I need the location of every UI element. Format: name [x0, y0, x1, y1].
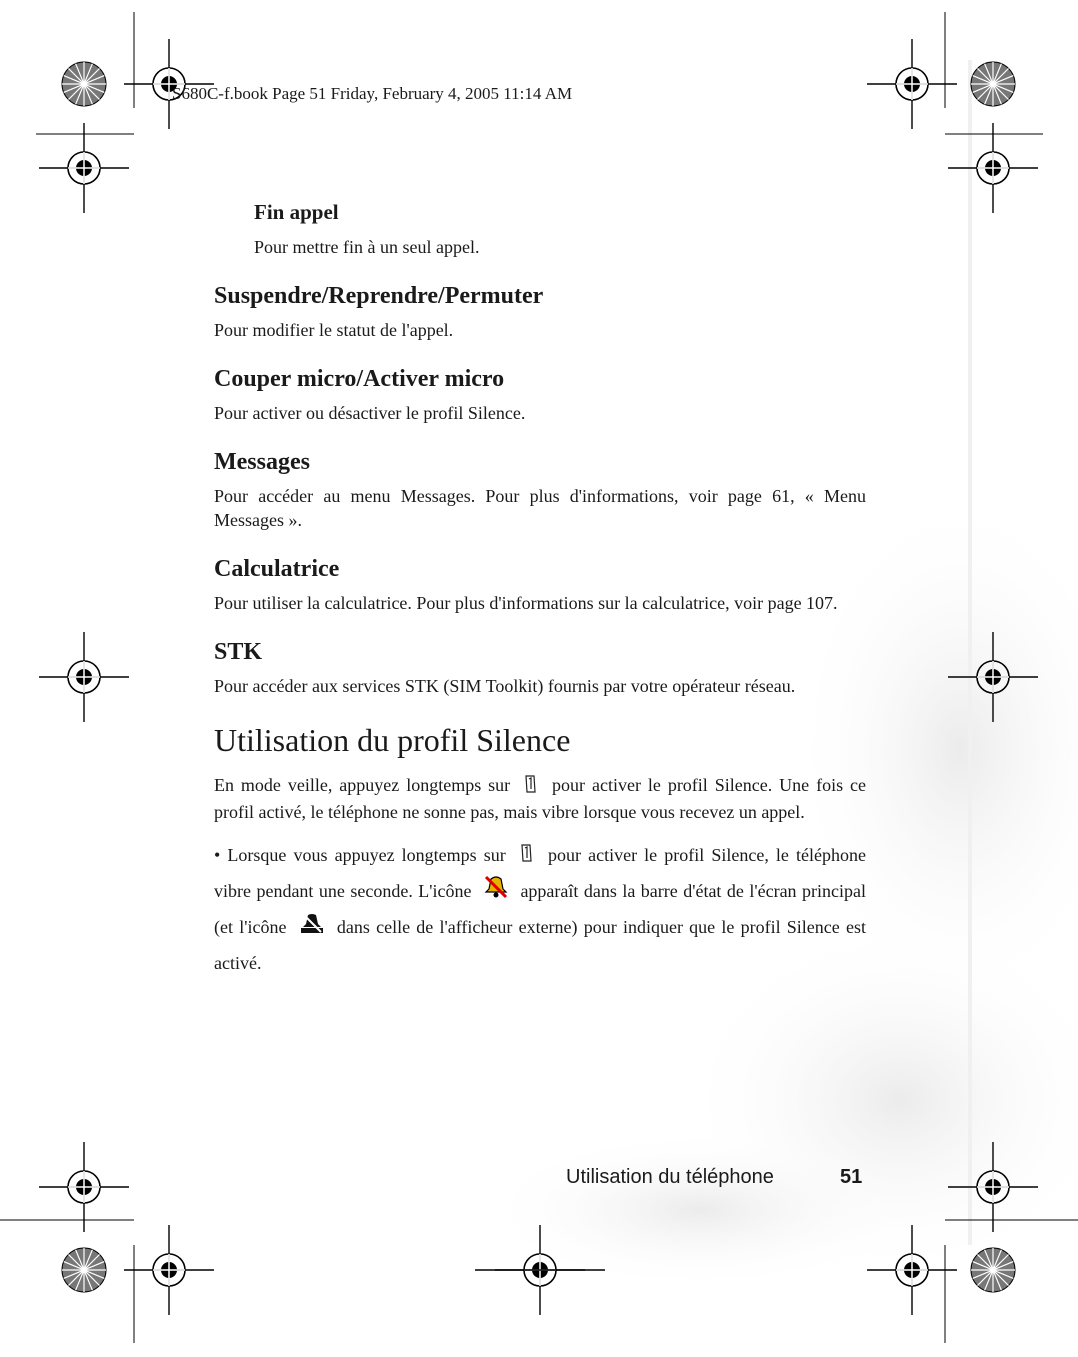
page-content: [214, 200, 866, 980]
section-body: Pour activer ou désactiver le profil Silence.: [214, 403, 526, 423]
section-profil-silence: [214, 722, 866, 980]
footer-page-number: 51: [840, 1166, 863, 1188]
key-1-icon: [523, 774, 539, 800]
bullet-part1: • Lorsque vous appuyez longtemps sur: [214, 844, 506, 865]
external-silent-icon: [299, 912, 325, 946]
section-body: Pour modifier le statut de l'appel.: [214, 320, 454, 340]
silent-bell-icon: [483, 875, 509, 910]
section-title: Couper micro/Activer micro: [214, 366, 505, 392]
section-stk: [214, 639, 866, 698]
subsection-fin-appel: [254, 200, 866, 259]
footer-chapter: Utilisation du téléphone: [566, 1166, 774, 1188]
main-section-title: Utilisation du profil Silence: [214, 722, 571, 758]
silence-para-part2: pour activer le profil Silence. Une fois ce profil activé, le téléphone ne sonne pas, mais vibre lorsque vous recevez un appel.: [214, 775, 867, 822]
subsection-body: Pour mettre fin à un seul appel.: [254, 237, 480, 257]
section-body: Pour accéder au menu Messages. Pour plus d'informations, voir page 61, « Menu Messages ».: [214, 486, 866, 530]
silence-paragraph: [214, 773, 866, 824]
section-title: Suspendre/Reprendre/Permuter: [214, 283, 544, 309]
silence-bullet: [214, 838, 866, 980]
section-title: Calculatrice: [214, 556, 340, 582]
section-suspendre: [214, 283, 866, 342]
section-messages: [214, 449, 866, 532]
bullet-part2: pour activer le profil Silence, le téléphone vibre pendant une seconde. L'icône: [214, 844, 866, 901]
key-1-icon: [519, 840, 535, 874]
subsection-title: Fin appel: [254, 200, 339, 224]
section-couper-micro: [214, 366, 866, 425]
bullet-part3: apparaît dans la barre d'état de l'écran principal (et l'icône: [214, 880, 866, 938]
print-slug: S680C-f.book Page 51 Friday, February 4, 2005 11:14 AM: [172, 84, 573, 103]
section-calculatrice: [214, 556, 866, 615]
bullet-part4: dans celle de l'afficheur externe) pour indiquer que le profil Silence est activé.: [214, 917, 866, 973]
section-title: Messages: [214, 449, 310, 475]
section-body: Pour utiliser la calculatrice. Pour plus d'informations sur la calculatrice, voir page 107.: [214, 593, 838, 613]
silence-para-part1: En mode veille, appuyez longtemps sur: [214, 775, 511, 795]
section-body: Pour accéder aux services STK (SIM Toolkit) fournis par votre opérateur réseau.: [214, 676, 796, 696]
section-title: STK: [214, 639, 263, 665]
